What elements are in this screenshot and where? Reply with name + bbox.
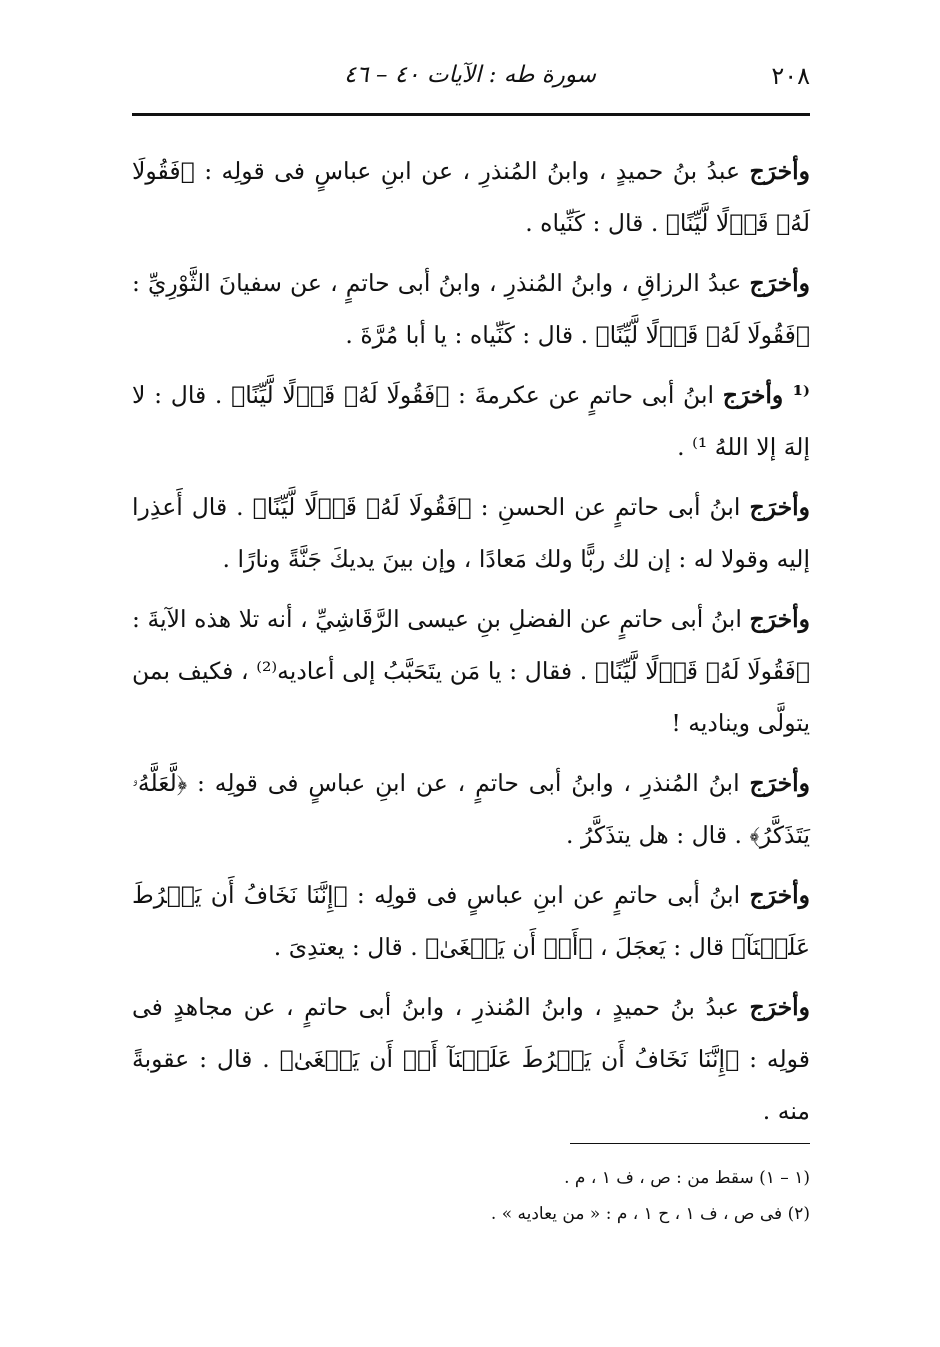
paragraph-text: عبدُ الرزاقِ ، وابنُ المُنذرِ ، وابنُ أبى حاتمٍ ، عن سفيانَ الثَّوْرِيِّ : ﴿فَقُولَا لَهُۥ قَوۡلًا لَّيِّنًا﴾ . قال : كَنِّياه : يا أبا مُرَّةَ . <box>132 269 810 349</box>
paragraph <box>132 145 810 249</box>
running-title: سورة طه : الآيات ٤٠ – ٤٦ <box>343 62 597 88</box>
footnote-rule <box>570 1143 810 1144</box>
paragraph-text: عبدُ بنُ حميدٍ ، وابنُ المُنذرِ ، عن ابنِ عباسٍ فى قولِه : ﴿فَقُولَا لَهُۥ قَوۡلًا لَّيِّنًا﴾ . قال : كَنِّياه . <box>132 157 810 237</box>
paragraph <box>132 369 810 473</box>
paragraph-lead: ⁽¹ وأخرَج <box>722 381 810 409</box>
paragraph-lead: وأخرَج <box>749 881 810 909</box>
page-number: ٢٠٨ <box>771 62 810 90</box>
paragraph-text: عبدُ بنُ حميدٍ ، وابنُ المُنذرِ ، وابنُ أبى حاتمٍ ، عن مجاهدٍ فى قولِه : ﴿إِنَّنَا نَخَافُ أَن يَفۡرُطَ عَلَيۡنَآ أَوۡ أَن يَطۡغَىٰ﴾ . قال : عقوبةً منه . <box>132 993 810 1125</box>
paragraph-text: ابنُ أبى حاتمٍ عن ابنِ عباسٍ فى قولِه : ﴿إِنَّنَا نَخَافُ أَن يَفۡرُطَ عَلَيۡنَآ﴾ قال : يَعجَلَ ، ﴿أَوۡ أَن يَطۡغَىٰ﴾ . قال : يعتدِىَ . <box>132 881 810 961</box>
paragraph <box>132 981 810 1137</box>
footnote: (١ – ١) سقط من : ص ، ف ١ ، م . <box>564 1168 810 1188</box>
paragraph-text: ابنُ المُنذرِ ، وابنُ أبى حاتمٍ ، عن ابنِ عباسٍ فى قولِه : ﴿لَّعَلَّهُۥ يَتَذَكَّرُ﴾ . قال : هل يتذَكَّرُ . <box>132 769 810 849</box>
paragraph <box>132 481 810 585</box>
paragraph-lead: وأخرَج <box>749 157 810 185</box>
paragraph-lead: وأخرَج <box>749 993 810 1021</box>
main-text <box>132 145 810 1145</box>
paragraph-text: ابنُ أبى حاتمٍ عن الفضلِ بنِ عيسى الرَّقَاشِيِّ ، أنه تلا هذه الآيةَ : ﴿فَقُولَا لَهُۥ قَوۡلًا لَّيِّنًا﴾ . فقال : يا مَن يتَحَبَّبُ إلى أعاديه⁽²⁾ ، فكيف بمن يتولَّى ويناديه ! <box>132 605 810 737</box>
footnotes <box>132 1160 810 1232</box>
paragraph-lead: وأخرَج <box>749 605 810 633</box>
paragraph-lead: وأخرَج <box>749 269 810 297</box>
paragraph <box>132 257 810 361</box>
paragraph <box>132 757 810 861</box>
paragraph-lead: وأخرَج <box>749 493 810 521</box>
paragraph-text: ابنُ أبى حاتمٍ عن الحسنِ : ﴿فَقُولَا لَهُۥ قَوۡلًا لَّيِّنًا﴾ . قال أَعذِرا إليه وقولا له : إن لك ربًّا ولك مَعادًا ، وإن بينَ يديكَ جَنَّةً ونارًا . <box>132 493 810 573</box>
page-header <box>130 62 810 102</box>
header-rule <box>132 113 810 116</box>
footnote: (٢) فى ص ، ف ١ ، ح ١ ، م : « من يعاديه » . <box>490 1204 810 1224</box>
paragraph <box>132 593 810 749</box>
paragraph-text: ابنُ أبى حاتمٍ عن عكرمةَ : ﴿فَقُولَا لَهُۥ قَوۡلًا لَّيِّنًا﴾ . قال : لا إلهَ إلا اللهُ ¹⁾ . <box>132 381 810 461</box>
paragraph-lead: وأخرَج <box>749 769 810 797</box>
paragraph <box>132 869 810 973</box>
